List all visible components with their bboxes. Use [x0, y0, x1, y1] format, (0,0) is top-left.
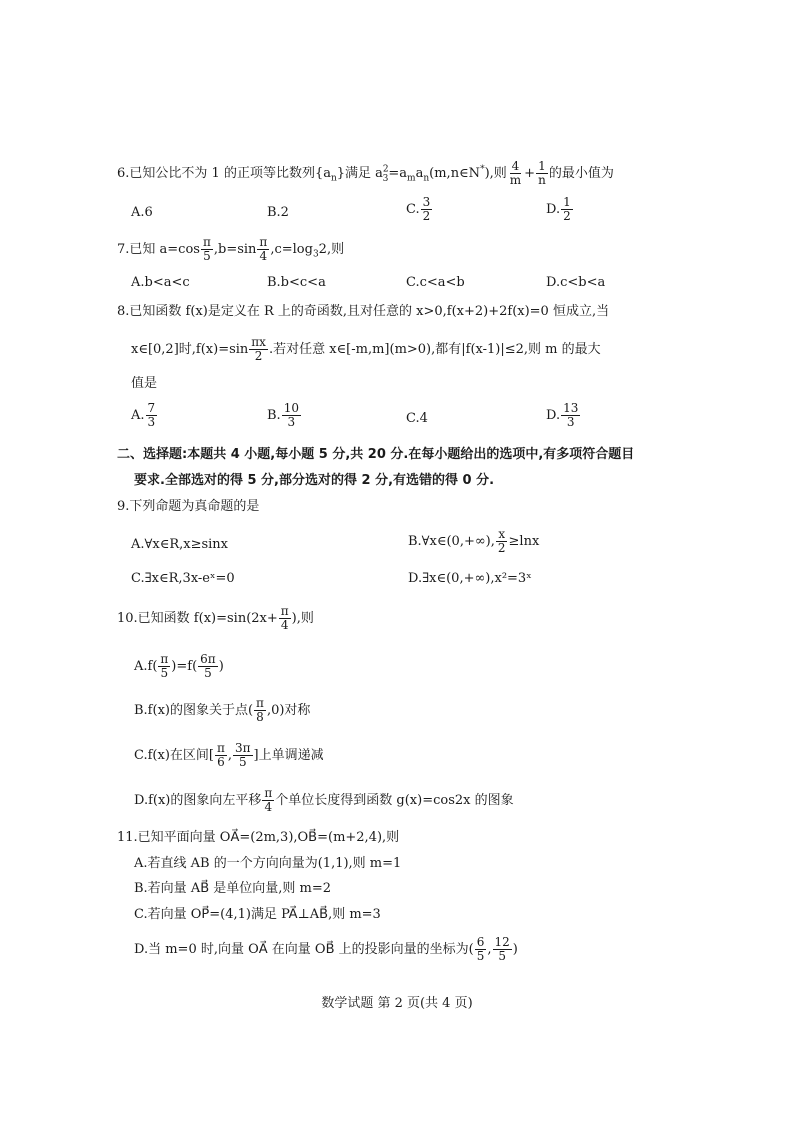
section-heading-line1: 二、选择题:本题共 4 小题,每小题 5 分,共 20 分.在每小题给出的选项中,有多项符合题目 — [117, 447, 635, 462]
q6-text: + — [524, 166, 536, 181]
frac-den: 5 — [203, 249, 211, 263]
frac-num: π — [264, 786, 273, 800]
q6-stem — [117, 160, 614, 188]
q6-text: }满足 a — [336, 166, 383, 181]
opt-text: ]上单调递减 — [253, 748, 324, 763]
frac-num: 1 — [538, 159, 546, 173]
frac — [561, 402, 580, 429]
section-heading-line2: 要求.全部选对的得 5 分,部分选对的得 2 分,有选错的得 0 分. — [134, 473, 495, 488]
frac-den: n — [538, 173, 546, 187]
opt-text: , — [227, 748, 233, 763]
opt-text: C.f(x)在区间[ — [134, 748, 214, 763]
q6-text: 的最小值为 — [548, 166, 614, 181]
frac — [475, 936, 487, 963]
frac-num: 4 — [511, 159, 520, 173]
q10-stem — [117, 605, 314, 632]
q6-option-b: B.2 — [267, 205, 289, 220]
q7-option-d: D.c<b<a — [546, 275, 606, 290]
frac — [254, 697, 266, 724]
q7-text: ,b=sin — [213, 242, 257, 257]
q9-option-b — [408, 528, 539, 555]
q6-frac2 — [536, 160, 548, 187]
q7-stem — [117, 236, 344, 264]
q7-option-b: B.b<c<a — [267, 275, 326, 290]
q6-text: ),则 — [484, 166, 507, 181]
q8-option-a — [131, 402, 158, 429]
opt-text: A.f( — [134, 659, 158, 674]
frac-den: 5 — [238, 755, 247, 769]
q11-option-a: A.若直线 AB 的一个方向向量为(1,1),则 m=1 — [134, 856, 402, 871]
opt-label: B. — [267, 408, 281, 423]
frac-num: 3 — [422, 195, 431, 209]
frac-den: 5 — [476, 949, 485, 963]
opt-label: D. — [546, 408, 561, 423]
frac-den: 3 — [147, 415, 156, 429]
q6-option-d — [546, 196, 574, 223]
q7-text: 7.已知 a=cos — [117, 242, 200, 257]
frac-num: π — [256, 696, 264, 710]
q7-option-c: C.c<a<b — [406, 275, 465, 290]
frac-num: π — [280, 604, 289, 618]
frac-den: 2 — [254, 349, 263, 363]
opt-text: D.当 m=0 时,向量 OA⃗ 在向量 OB⃗ 上的投影向量的坐标为( — [134, 942, 474, 957]
frac — [282, 402, 301, 429]
q7-sub: 3 — [312, 249, 319, 260]
q6-option-a: A.6 — [131, 205, 153, 220]
frac-num: 1 — [563, 195, 571, 209]
frac-den: 5 — [498, 949, 506, 963]
frac — [215, 742, 227, 769]
frac — [262, 787, 274, 814]
frac-den: m — [509, 173, 522, 187]
opt-text: ) — [218, 659, 224, 674]
frac — [279, 605, 291, 632]
q6-sub: m — [407, 173, 416, 184]
frac-num: 13 — [563, 401, 579, 415]
frac-num: π — [202, 235, 211, 249]
frac-den: 4 — [264, 800, 273, 814]
q9-option-a: A.∀x∈R,x≥sinx — [131, 537, 228, 552]
frac-num: x — [498, 527, 506, 541]
q6-frac1 — [508, 160, 523, 187]
q6-text: =a — [388, 166, 408, 181]
frac-den: 5 — [160, 666, 169, 680]
q8-text: .若对任意 x∈[-m,m](m>0),都有|f(x-1)|≤2,则 m 的最大 — [268, 342, 601, 357]
frac-num: πx — [251, 335, 266, 349]
opt-text: B.f(x)的图象关于点( — [134, 703, 254, 718]
frac — [233, 742, 253, 769]
q10-text: 10.已知函数 f(x)=sin(2x+ — [117, 611, 278, 626]
q10-text: ),则 — [291, 611, 314, 626]
frac-den: 4 — [259, 249, 268, 263]
q11-option-c: C.若向量 OP⃗=(4,1)满足 PA⃗⊥AB⃗,则 m=3 — [134, 907, 381, 922]
frac-num: 10 — [283, 401, 299, 415]
q9-option-c: C.∃x∈R,3x-eˣ=0 — [131, 571, 235, 586]
opt-text: , — [487, 942, 492, 957]
frac — [493, 936, 512, 963]
frac-num: π — [216, 741, 225, 755]
frac — [496, 528, 508, 555]
frac-den: 6 — [217, 755, 225, 769]
opt-label: C. — [406, 202, 420, 217]
frac-den: 2 — [422, 209, 431, 223]
q6-text: a — [415, 166, 424, 181]
opt-text: D.f(x)的图象向左平移 — [134, 793, 262, 808]
q6-sup: * — [480, 164, 485, 175]
opt-text: )=f( — [171, 659, 198, 674]
q7-option-a: A.b<a<c — [131, 275, 190, 290]
q6-sub: 3 — [382, 173, 389, 184]
q10-option-d — [134, 787, 514, 814]
frac — [249, 336, 268, 363]
frac — [201, 236, 213, 263]
q8-line1: 8.已知函数 f(x)是定义在 R 上的奇函数,且对任意的 x>0,f(x+2)+2f(x)=0 恒成立,当 — [117, 304, 610, 319]
frac — [158, 653, 170, 680]
q8-option-b — [267, 402, 302, 429]
q7-text: 2,则 — [318, 242, 345, 257]
q11-option-d — [134, 936, 518, 963]
frac-num: π — [160, 652, 169, 666]
opt-text: 个单位长度得到函数 g(x)=cos2x 的图象 — [275, 793, 514, 808]
frac-num: 7 — [147, 401, 156, 415]
opt-text: ,0)对称 — [266, 703, 311, 718]
page-footer: 数学试题 第 2 页(共 4 页) — [321, 996, 473, 1011]
opt-label: A. — [131, 408, 145, 423]
frac-num: 12 — [494, 935, 510, 949]
frac-den: 3 — [287, 415, 296, 429]
frac-num: 3π — [235, 741, 251, 755]
q7-text: ,c=log — [270, 242, 313, 257]
q8-line2 — [131, 336, 601, 363]
frac-den: 2 — [563, 209, 571, 223]
q8-option-c: C.4 — [406, 411, 428, 426]
frac-den: 3 — [566, 415, 575, 429]
frac — [198, 653, 218, 680]
q6-text: (m,n∈N — [429, 166, 481, 181]
q9-stem: 9.下列命题为真命题的是 — [117, 499, 260, 514]
q6-option-c — [406, 196, 433, 223]
q11-option-b: B.若向量 AB⃗ 是单位向量,则 m=2 — [134, 881, 332, 896]
frac — [561, 196, 573, 223]
frac — [421, 196, 433, 223]
q8-text: x∈[0,2]时,f(x)=sin — [131, 342, 249, 357]
frac-num: π — [259, 235, 268, 249]
q8-line3: 值是 — [131, 376, 158, 391]
q11-stem: 11.已知平面向量 OA⃗=(2m,3),OB⃗=(m+2,4),则 — [117, 830, 400, 845]
q6-sub: n — [423, 173, 430, 184]
q6-sub: n — [330, 173, 337, 184]
frac — [146, 402, 158, 429]
frac-den: 5 — [204, 666, 212, 680]
q10-option-c — [134, 742, 324, 769]
q6-sup: 2 — [382, 164, 389, 175]
frac-den: 2 — [497, 541, 506, 555]
opt-label: B.∀x∈(0,+∞), — [408, 534, 495, 549]
opt-text: ) — [512, 942, 518, 957]
frac-num: 6π — [200, 652, 216, 666]
q8-option-d — [546, 402, 581, 429]
q9-option-d: D.∃x∈(0,+∞),x²=3ˣ — [408, 571, 532, 586]
frac-den: 4 — [280, 618, 289, 632]
frac — [257, 236, 269, 263]
frac-num: 6 — [476, 935, 485, 949]
q10-option-a — [134, 653, 224, 680]
opt-text: ≥lnx — [508, 534, 540, 549]
q6-text: 6.已知公比不为 1 的正项等比数列{a — [117, 166, 331, 181]
frac-den: 8 — [256, 710, 264, 724]
q10-option-b — [134, 697, 310, 724]
opt-label: D. — [546, 202, 561, 217]
